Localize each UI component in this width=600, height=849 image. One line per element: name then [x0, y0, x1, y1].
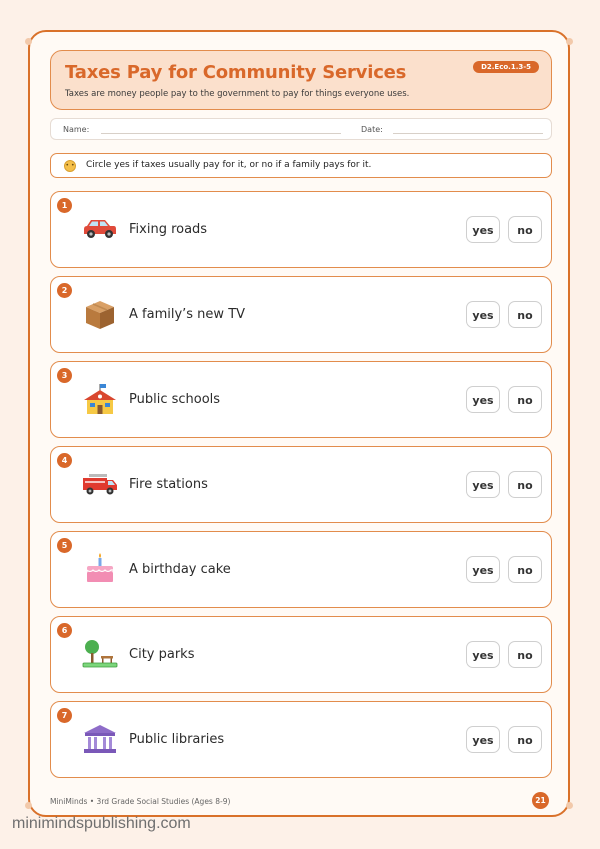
question-number: 6	[57, 623, 72, 638]
question-text: Public schools	[129, 392, 221, 407]
watermark-text: minimindspublishing.com	[12, 815, 191, 832]
question-text: Public libraries	[129, 732, 225, 747]
question-number: 4	[57, 453, 72, 468]
decor-dot	[25, 802, 32, 809]
yes-button[interactable]: yes	[466, 641, 500, 668]
question-text: A birthday cake	[129, 562, 231, 577]
decor-dot	[25, 38, 32, 45]
instructions-text: Circle yes if taxes usually pay for it, or no if a family pays for it.	[86, 160, 372, 170]
yes-button[interactable]: yes	[466, 386, 500, 413]
no-button[interactable]: no	[508, 301, 542, 328]
no-button[interactable]: no	[508, 726, 542, 753]
no-button[interactable]: no	[508, 641, 542, 668]
question-card-1	[50, 191, 552, 268]
page-subtitle: Taxes are money people pay to the government to pay for things everyone uses.	[65, 89, 410, 99]
question-number: 3	[57, 368, 72, 383]
cake-icon	[81, 552, 119, 586]
yes-button[interactable]: yes	[466, 301, 500, 328]
yes-button[interactable]: yes	[466, 471, 500, 498]
instructions-box	[50, 153, 552, 178]
question-card-6	[50, 616, 552, 693]
decor-dot	[566, 802, 573, 809]
car-icon	[81, 212, 119, 246]
question-card-3	[50, 361, 552, 438]
name-date-bar	[50, 118, 552, 140]
fire-truck-icon	[81, 467, 119, 501]
park-icon	[81, 637, 119, 671]
page-title: Taxes Pay for Community Services	[65, 62, 407, 83]
question-number: 1	[57, 198, 72, 213]
smiley-icon: • •	[64, 160, 76, 172]
question-card-4	[50, 446, 552, 523]
date-label: Date:	[361, 125, 383, 134]
standard-badge: D2.Eco.1.3-5	[473, 61, 539, 73]
question-text: Fixing roads	[129, 222, 208, 237]
yes-button[interactable]: yes	[466, 556, 500, 583]
question-text: A family’s new TV	[129, 307, 246, 322]
decor-dot	[566, 38, 573, 45]
yes-button[interactable]: yes	[466, 216, 500, 243]
library-icon	[81, 722, 119, 756]
page-number-badge: 21	[532, 792, 549, 809]
no-button[interactable]: no	[508, 386, 542, 413]
header-banner	[50, 50, 552, 110]
question-text: City parks	[129, 647, 195, 662]
name-field[interactable]	[101, 133, 341, 134]
question-number: 7	[57, 708, 72, 723]
question-number: 5	[57, 538, 72, 553]
box-icon	[81, 297, 119, 331]
yes-button[interactable]: yes	[466, 726, 500, 753]
question-card-2	[50, 276, 552, 353]
date-field[interactable]	[393, 133, 543, 134]
no-button[interactable]: no	[508, 216, 542, 243]
worksheet-sheet	[28, 30, 570, 817]
name-label: Name:	[63, 125, 90, 134]
question-text: Fire stations	[129, 477, 208, 492]
no-button[interactable]: no	[508, 556, 542, 583]
school-icon	[81, 382, 119, 416]
footer-text: MiniMinds • 3rd Grade Social Studies (Ages 8-9)	[50, 797, 231, 806]
question-card-5	[50, 531, 552, 608]
question-card-7	[50, 701, 552, 778]
no-button[interactable]: no	[508, 471, 542, 498]
question-number: 2	[57, 283, 72, 298]
